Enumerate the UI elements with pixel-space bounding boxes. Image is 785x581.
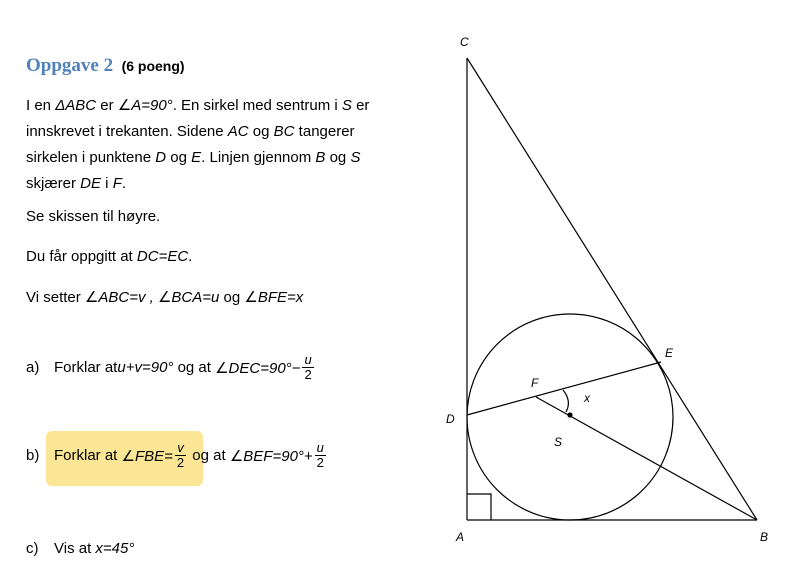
definition-equation: ∠ABC=v , ∠BCA=u: [84, 289, 220, 306]
given-equation: DC=EC: [136, 248, 189, 265]
label-e: E: [665, 346, 674, 360]
question-label: a): [26, 359, 40, 376]
question-equation: x=45°: [95, 540, 135, 557]
math-b: B: [315, 149, 326, 166]
label-x: x: [584, 391, 590, 405]
question-text: Forklar at: [54, 447, 122, 464]
intro-text: I en: [26, 97, 56, 114]
question-label: c): [26, 540, 39, 557]
label-a: A: [456, 530, 465, 544]
question-equation: u+v=90°: [117, 359, 174, 376]
math-triangle: ΔABC: [55, 97, 97, 114]
segment-de: [467, 362, 661, 415]
math-f: F: [112, 175, 122, 192]
intro-text: tangerer sirkelen i punktene: [26, 123, 355, 166]
intro-text: .: [121, 175, 127, 192]
fraction-numerator: u: [316, 440, 324, 455]
question-equation: ∠FBE=: [121, 447, 173, 465]
label-c: C: [460, 35, 469, 49]
side-bc: [467, 58, 757, 520]
math-s: S: [341, 97, 352, 114]
angle-x-arc: [563, 390, 568, 412]
fraction-denominator: 2: [304, 367, 312, 382]
right-angle-marker: [467, 494, 491, 520]
intro-text: er innskrevet i trekanten. Sidene: [26, 97, 370, 140]
fraction-denominator: 2: [176, 455, 185, 470]
math-s: S: [350, 149, 361, 166]
question-equation: ∠BEF=90°+: [229, 447, 313, 465]
definition-text: og: [219, 289, 245, 306]
intro-text: . En sirkel med sentrum i: [172, 97, 342, 114]
definition-text: Vi setter: [26, 289, 85, 306]
intro-text: og: [325, 149, 351, 166]
fraction-numerator: v: [177, 440, 184, 455]
math-d: D: [155, 149, 167, 166]
center-point: [567, 412, 572, 417]
given-text: Du får oppgitt at: [26, 248, 137, 265]
fraction-denominator: 2: [316, 455, 324, 470]
question-text: Vis at: [54, 540, 96, 557]
label-b: B: [760, 530, 769, 544]
intro-text: er: [96, 97, 118, 114]
fraction-numerator: u: [304, 352, 312, 367]
label-f: F: [531, 376, 539, 390]
sketch-note: Se skissen til høyre.: [26, 208, 161, 225]
label-d: D: [446, 412, 455, 426]
definition-equation-x: ∠BFE=x: [244, 289, 304, 306]
math-e: E: [191, 149, 202, 166]
question-label: b): [26, 447, 40, 464]
question-text: og at: [173, 359, 216, 376]
intro-text: skjærer: [26, 175, 81, 192]
intro-text: og: [166, 149, 192, 166]
question-text: Forklar at: [54, 359, 118, 376]
intro-text: og: [248, 123, 274, 140]
label-s: S: [554, 435, 563, 449]
math-angle-a: ∠A=90°: [117, 97, 173, 114]
math-ac: AC: [227, 123, 249, 140]
intro-text: i: [101, 175, 113, 192]
math-bc: BC: [273, 123, 295, 140]
given-text: .: [188, 248, 193, 265]
task-title: Oppgave 2: [26, 55, 114, 76]
question-equation: ∠DEC=90°−: [215, 359, 301, 377]
intro-text: . Linjen gjennom: [201, 149, 316, 166]
math-de: DE: [80, 175, 102, 192]
question-text: og at: [188, 447, 230, 464]
task-points: (6 poeng): [121, 58, 185, 74]
